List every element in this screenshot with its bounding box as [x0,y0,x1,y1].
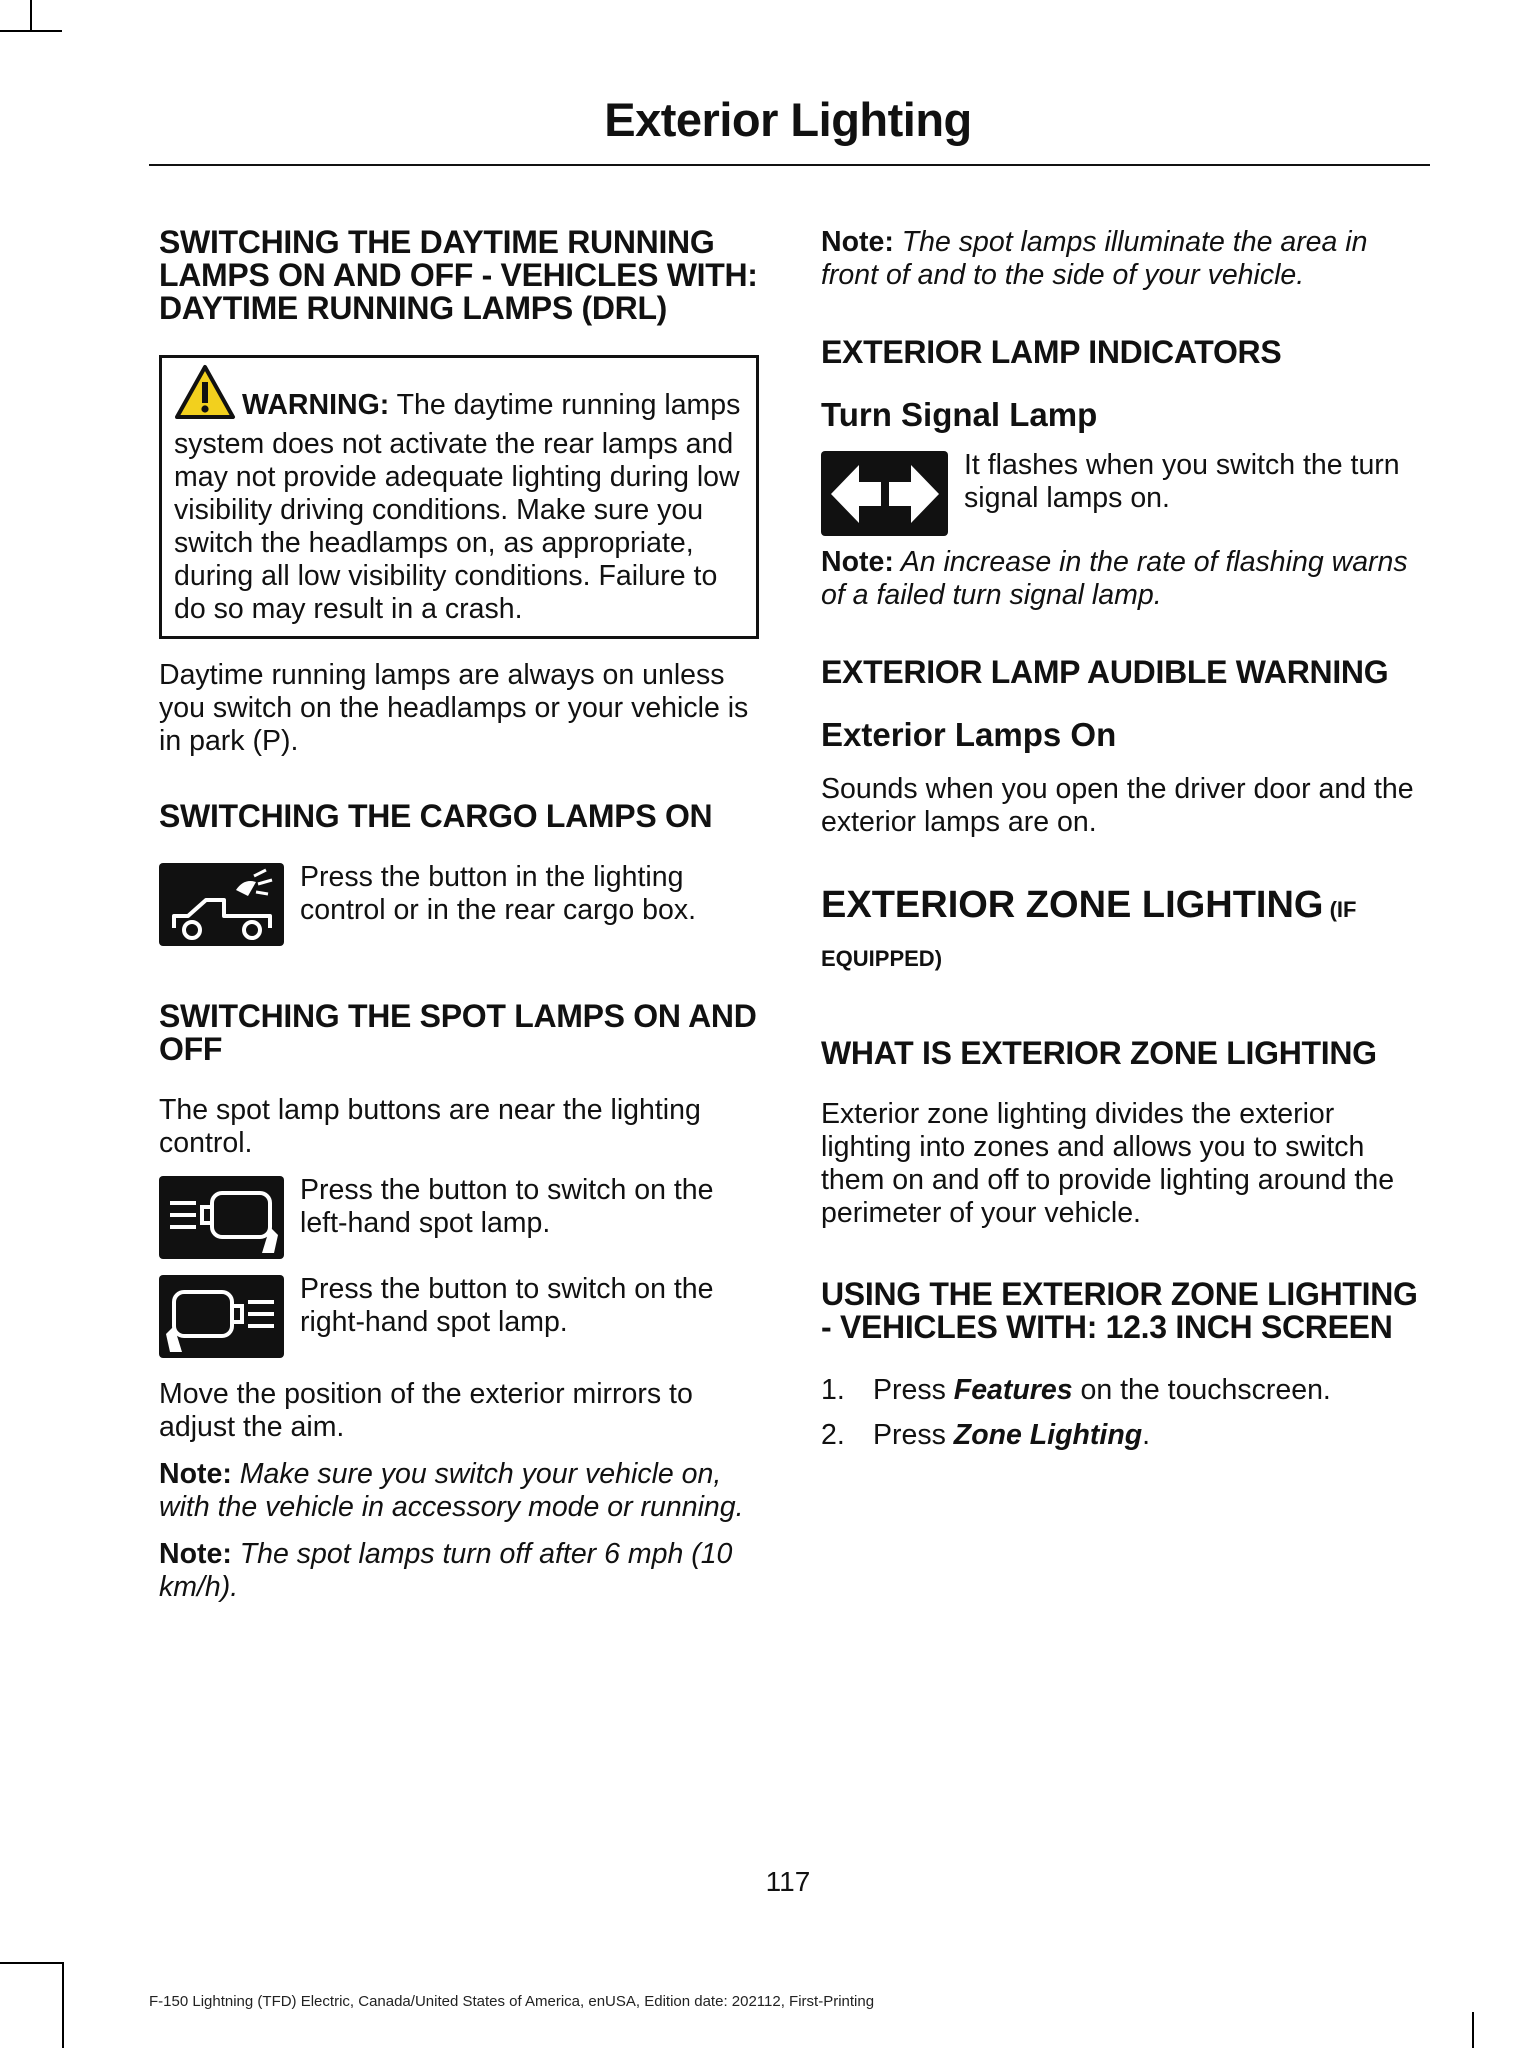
right-column [821,226,1431,1464]
what-is-text: Exterior zone lighting divides the exterior lighting into zones and allows you to switch them on and off to provide lighting around the perimeter of your vehicle. [821,1098,1395,1229]
turn-signal-row [821,451,1431,536]
turn-signal-text: It flashes when you switch the turn signal lamps on. [964,449,1400,514]
note-speed [159,1538,759,1604]
turn-signal-heading: Turn Signal Lamp [821,396,1098,433]
step-text [873,1419,1150,1452]
note-label: Note: [159,1458,232,1490]
zone-lighting-label: Zone Lighting [953,1419,1143,1451]
what-is-heading: WHAT IS EXTERIOR ZONE LIGHTING [821,1035,1377,1071]
crop-mark [0,1962,62,1964]
left-column [159,226,759,1604]
zone-steps-list [821,1374,1431,1452]
lamps-on-text: Sounds when you open the driver door and the exterior lamps are on. [821,773,1414,838]
indicators-heading: EXTERIOR LAMP INDICATORS [821,334,1282,370]
right-spot-lamp-icon [159,1275,284,1358]
note-text: The spot lamps turn off after 6 mph (10 km/h). [159,1538,733,1603]
step-pre: Press [873,1374,954,1406]
cargo-lamp-row [159,863,759,946]
zone-heading-text: EXTERIOR ZONE LIGHTING [821,884,1324,926]
note-spot-illuminate [821,226,1431,292]
note-turn-signal [821,546,1431,612]
note-text: Make sure you switch your vehicle on, with the vehicle in accessory mode or running. [159,1458,744,1523]
mirror-text: Move the position of the exterior mirrors to adjust the aim. [159,1378,693,1443]
crop-mark [1472,2012,1474,2048]
note-accessory [159,1458,759,1524]
list-item [821,1374,1431,1407]
lamps-on-heading: Exterior Lamps On [821,716,1117,753]
spot-intro: The spot lamp buttons are near the lighting control. [159,1094,701,1159]
warning-box [159,355,759,639]
zone-heading-suffix: (IF EQUIPPED) [821,897,1357,971]
cargo-heading: SWITCHING THE CARGO LAMPS ON [159,798,713,834]
drl-heading: SWITCHING THE DAYTIME RUNNING LAMPS ON AND OFF - VEHICLES WITH: DAYTIME RUNNING LAMPS (DRL) [159,224,758,326]
page-number: 117 [765,1866,811,1897]
step-number: 1. [821,1374,845,1406]
step-post: . [1142,1419,1151,1451]
warning-triangle-icon [174,364,236,428]
warning-paragraph [174,364,744,626]
cargo-text: Press the button in the lighting control or in the rear cargo box. [300,861,697,926]
step-pre: Press [873,1419,954,1451]
crop-mark [0,30,62,32]
spot-right-row [159,1275,759,1358]
note-label: Note: [821,226,894,258]
note-text: An increase in the rate of flashing warns of a failed turn signal lamp. [821,546,1408,611]
note-label: Note: [821,546,894,578]
step-post: on the touchscreen. [1072,1374,1331,1406]
audible-heading: EXTERIOR LAMP AUDIBLE WARNING [821,654,1389,690]
title-divider [149,164,1430,166]
warning-label: WARNING: [242,389,390,421]
spot-left-row [159,1176,759,1259]
list-item [821,1419,1431,1452]
features-label: Features [953,1374,1073,1406]
using-heading: USING THE EXTERIOR ZONE LIGHTING - VEHICLES WITH: 12.3 INCH SCREEN [821,1276,1418,1345]
spot-left-text: Press the button to switch on the left-hand spot lamp. [300,1174,714,1239]
page-title: Exterior Lighting [604,93,972,146]
footer-edition: F-150 Lightning (TFD) Electric, Canada/United States of America, enUSA, Edition date: 202112, First-Printing [149,1993,875,2010]
note-label: Note: [159,1538,232,1570]
crop-mark [62,1962,64,2048]
crop-mark [30,0,32,30]
spot-heading: SWITCHING THE SPOT LAMPS ON AND OFF [159,998,757,1067]
zone-heading [821,883,1431,981]
cargo-lamp-icon [159,863,284,946]
drl-body: Daytime running lamps are always on unless you switch on the headlamps or your vehicle is in park (P). [159,659,749,757]
step-text [873,1374,1331,1407]
warning-text: The daytime running lamps system does not activate the rear lamps and may not provide adequate lighting during low visibility driving conditions. Make sure you switch the headlamps on, as appropriate, during all low visibility conditions. Failure to do so may result in a crash. [174,389,741,625]
note-text: The spot lamps illuminate the area in front of and to the side of your vehicle. [821,226,1368,291]
turn-signal-arrows-icon [821,451,948,536]
step-number: 2. [821,1419,845,1451]
left-spot-lamp-icon [159,1176,284,1259]
spot-right-text: Press the button to switch on the right-hand spot lamp. [300,1273,714,1338]
